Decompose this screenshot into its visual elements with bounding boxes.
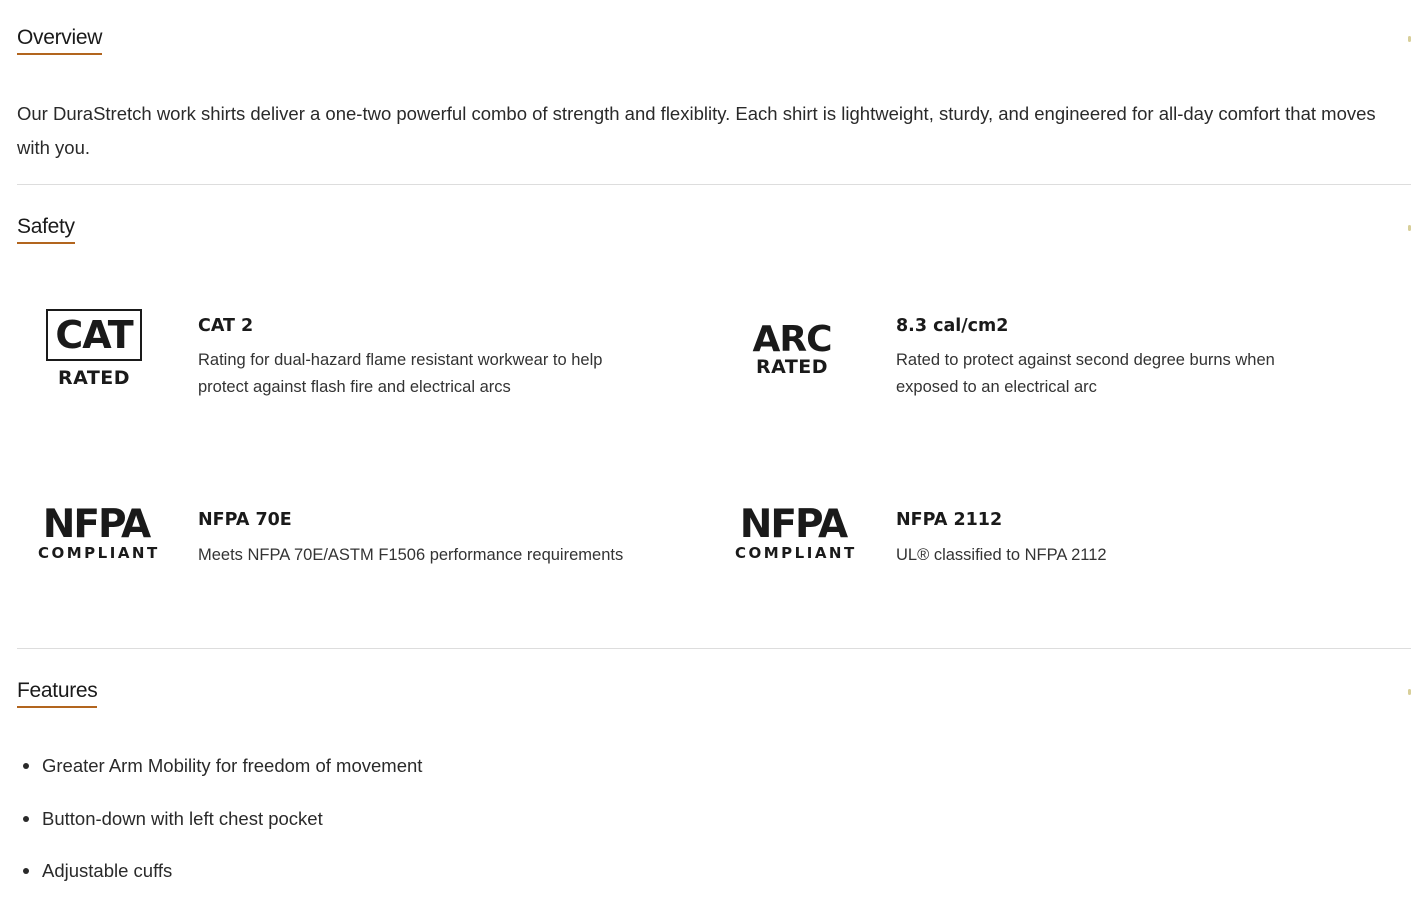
desc-line: exposed to an electrical arc	[896, 378, 1097, 396]
nfpa-logo-sub: COMPLIANT	[735, 544, 857, 562]
list-item	[17, 801, 422, 854]
desc-line: Rating for dual-hazard flame resistant workwear to help	[198, 351, 603, 369]
cat-logo-sub: RATED	[57, 367, 131, 389]
nfpa-logo-main: NFPA	[739, 502, 847, 547]
nfpa-compliant-logo	[38, 502, 160, 562]
overview-header[interactable]	[17, 26, 102, 55]
safety-item-desc-arc	[896, 347, 1275, 401]
overview-title[interactable]: Overview	[17, 26, 102, 55]
safety-item-title-nfpa70e: NFPA 70E	[198, 510, 292, 530]
desc-line: protect against flash fire and electrical arcs	[198, 378, 511, 396]
cat-rated-logo	[46, 309, 142, 389]
features-list	[17, 748, 422, 906]
desc-line: Meets NFPA 70E/ASTM F1506 performance requirements	[198, 546, 624, 564]
feature-text: Greater Arm Mobility for freedom of movement	[42, 755, 423, 776]
safety-item-title-cat: CAT 2	[198, 316, 254, 336]
safety-title[interactable]: Safety	[17, 215, 75, 244]
feature-text: Adjustable cuffs	[42, 860, 173, 881]
bullet-icon	[23, 763, 29, 769]
arc-logo-sub: RATED	[755, 356, 829, 378]
overview-description: Our DuraStretch work shirts deliver a one-two powerful combo of strength and flexiblity. Each shirt is lightweight, sturdy, and engineered for all-day comfort that moves with you.	[17, 103, 1376, 158]
safety-item-desc-cat	[198, 347, 602, 401]
feature-text: Button-down with left chest pocket	[42, 807, 323, 829]
nfpa-logo-main: NFPA	[42, 502, 150, 547]
features-header[interactable]	[17, 679, 97, 708]
safety-item-title-arc: 8.3 cal/cm2	[896, 316, 1009, 336]
bullet-icon	[23, 816, 29, 822]
list-item	[17, 748, 422, 801]
safety-item-title-nfpa2112: NFPA 2112	[896, 510, 1003, 530]
desc-line: UL® classified to NFPA 2112	[896, 546, 1107, 564]
safety-header[interactable]	[17, 215, 75, 244]
section-divider	[17, 648, 1411, 649]
safety-item-desc-nfpa2112	[896, 542, 1107, 569]
bullet-icon	[23, 868, 29, 874]
desc-line: Rated to protect against second degree burns when	[896, 351, 1275, 369]
list-item	[17, 853, 422, 906]
safety-item-desc-nfpa70e	[198, 542, 623, 569]
nfpa-logo-sub: COMPLIANT	[38, 544, 160, 562]
cat-logo-main: CAT	[46, 309, 142, 361]
features-title[interactable]: Features	[17, 679, 97, 708]
section-divider	[17, 184, 1411, 185]
arc-rated-logo	[752, 319, 832, 378]
nfpa-compliant-logo	[735, 502, 857, 562]
arc-logo-main: ARC	[752, 319, 832, 360]
